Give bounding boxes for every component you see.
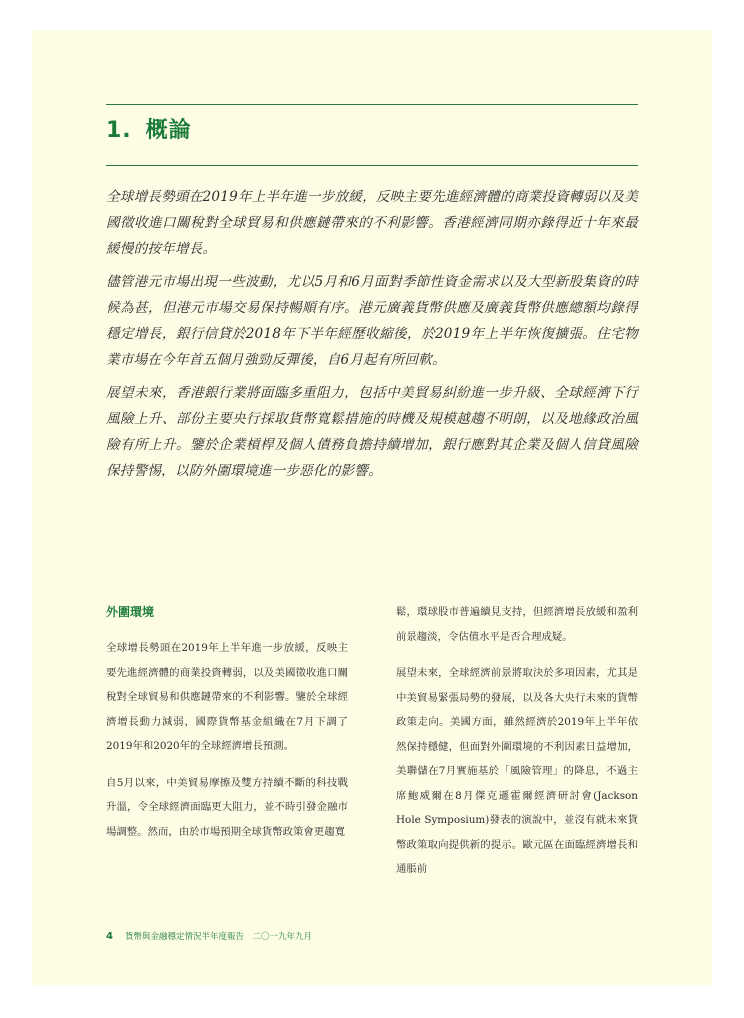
left-paragraph-2: 自5月以來，中美貿易摩擦及雙方持續不斷的科技戰升溫，令全球經濟面臨更大阻力，並不時引發金融市場調整。然而，由於市場預期全球貨幣政策會更趨寬 [106,776,348,838]
left-paragraph-1: 全球增長勢頭在2019年上半年進一步放緩，反映主要先進經濟體的商業投資轉弱，以及美國徵收進口關稅對全球貿易和供應鏈帶來的不利影響。鑒於全球經濟增長動力減弱，國際貨幣基金組織在7月下調了2019年和2020年的全球經濟增長預測。 [106,642,348,752]
section-title [106,113,192,144]
section-number: 1. [106,118,132,143]
intro-paragraph-3: 展望未來，香港銀行業將面臨多重阻力，包括中美貿易糾紛進一步升級、全球經濟下行風險上升、部份主要央行採取貨幣寬鬆措施的時機及規模越趨不明朗，以及地緣政治風險有所上升。鑒於企業槓桿及個人債務負擔持續增加，銀行應對其企業及個人信貸風險保持警惕，以防外圍環境進一步惡化的影響。 [106,385,638,479]
right-column [396,600,638,894]
title-rule-top [106,104,638,105]
page-number: 4 [106,931,113,942]
left-column [106,600,348,856]
publication-title: 貨幣與金融穩定情況半年度報告 二〇一九年九月 [124,932,312,942]
intro-paragraph-2: 儘管港元市場出現一些波動，尤以5月和6月面對季節性資金需求以及大型新股集資的時候為甚，但港元市場交易保持暢順有序。港元廣義貨幣供應及廣義貨幣供應總額均錄得穩定增長，銀行信貸於2018年下半年經歷收縮後，於2019年上半年恢復擴張。住宅物業市場在今年首五個月強勁反彈後，自6月起有所回軟。 [106,274,638,368]
page-footer [106,930,312,942]
intro-paragraph-1: 全球增長勢頭在2019年上半年進一步放緩，反映主要先進經濟體的商業投資轉弱以及美國徵收進口關稅對全球貿易和供應鏈帶來的不利影響。香港經濟同期亦錄得近十年來最緩慢的按年增長。 [106,189,638,257]
section-title-text: 概論 [145,118,192,143]
title-rule-bottom [106,165,638,166]
external-environment-heading: 外圍環境 [106,605,155,619]
right-paragraph-2: 展望未來，全球經濟前景將取決於多項因素，尤其是中美貿易緊張局勢的發展，以及各大央行未來的貨幣政策走向。美國方面，雖然經濟於2019年上半年依然保持穩健，但面對外圍環境的不利因素日益增加，美聯儲在7月實施基於「風險管理」的降息，不過主席鮑威爾在8月傑克遜霍爾經濟研討會(Jackson Hole Symposium)發表的演說中，並沒有就未來貨幣政策取向提供新的提示。歐元區在面臨經濟增長和通脹前 [396,667,638,875]
right-paragraph-1: 鬆，環球股市普遍續見支持，但經濟增長放緩和盈利前景趨淡，令估值水平是否合理成疑。 [396,606,638,643]
intro-block [106,184,638,491]
